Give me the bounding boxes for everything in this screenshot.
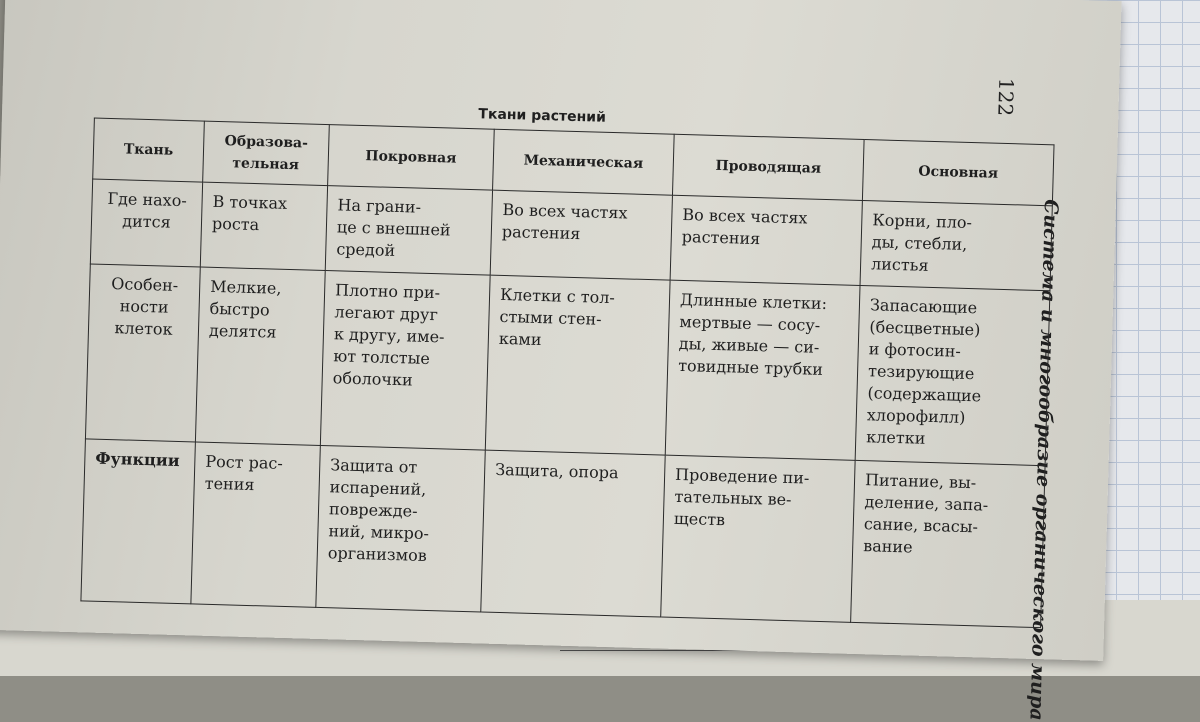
table-cell: Корни, пло- ды, стебли, листья bbox=[860, 201, 1052, 291]
column-header: Проводящая bbox=[672, 134, 864, 200]
table-cell: Мелкие, быстро делятся bbox=[195, 267, 325, 445]
column-header: Ткань bbox=[93, 118, 205, 182]
column-header: Основная bbox=[862, 140, 1054, 206]
table-cell: Во всех частях растения bbox=[670, 195, 862, 285]
table-cell: Длинные клетки: мертвые — сосу- ды, живые — си- товидные трубки bbox=[665, 280, 860, 460]
row-header: Где нахо- дится bbox=[90, 179, 202, 267]
column-header: Механическая bbox=[493, 129, 675, 195]
table-cell: Плотно при- легают друг к другу, име- ют толстые оболочки bbox=[320, 271, 490, 451]
row-header: Функции bbox=[81, 439, 195, 604]
row-header: Особен- ности клеток bbox=[85, 264, 200, 442]
page-number: 122 bbox=[993, 77, 1019, 117]
table-row bbox=[81, 439, 1045, 628]
column-header: Покровная bbox=[328, 125, 495, 191]
table-row bbox=[85, 264, 1050, 466]
table-cell: В точках роста bbox=[200, 182, 327, 270]
plant-tissues-table bbox=[80, 118, 1054, 629]
table-cell: Клетки с тол- стыми стен- ками bbox=[485, 275, 670, 455]
table-cell: Запасающие (бесцветные) и фотосин- тезирующие (содержащие хлорофилл) клетки bbox=[855, 285, 1050, 465]
running-head: Система и многообразие органического мира bbox=[1025, 198, 1063, 721]
table-cell: Защита, опора bbox=[481, 450, 665, 617]
table-cell: Во всех частях растения bbox=[490, 190, 672, 280]
table-cell: Питание, вы- деление, запа- сание, всасы- вание bbox=[851, 460, 1045, 627]
table-title: Ткани растений bbox=[478, 106, 607, 126]
table-cell: Проведение пи- тательных ве- ществ bbox=[661, 455, 855, 622]
column-header: Образова- тельная bbox=[203, 121, 330, 185]
table-cell: Защита от испарений, поврежде- ний, микро- организмов bbox=[316, 445, 485, 612]
table-cell: На грани- це с внешней средой bbox=[325, 186, 492, 276]
table-cell: Рост рас- тения bbox=[191, 442, 320, 607]
